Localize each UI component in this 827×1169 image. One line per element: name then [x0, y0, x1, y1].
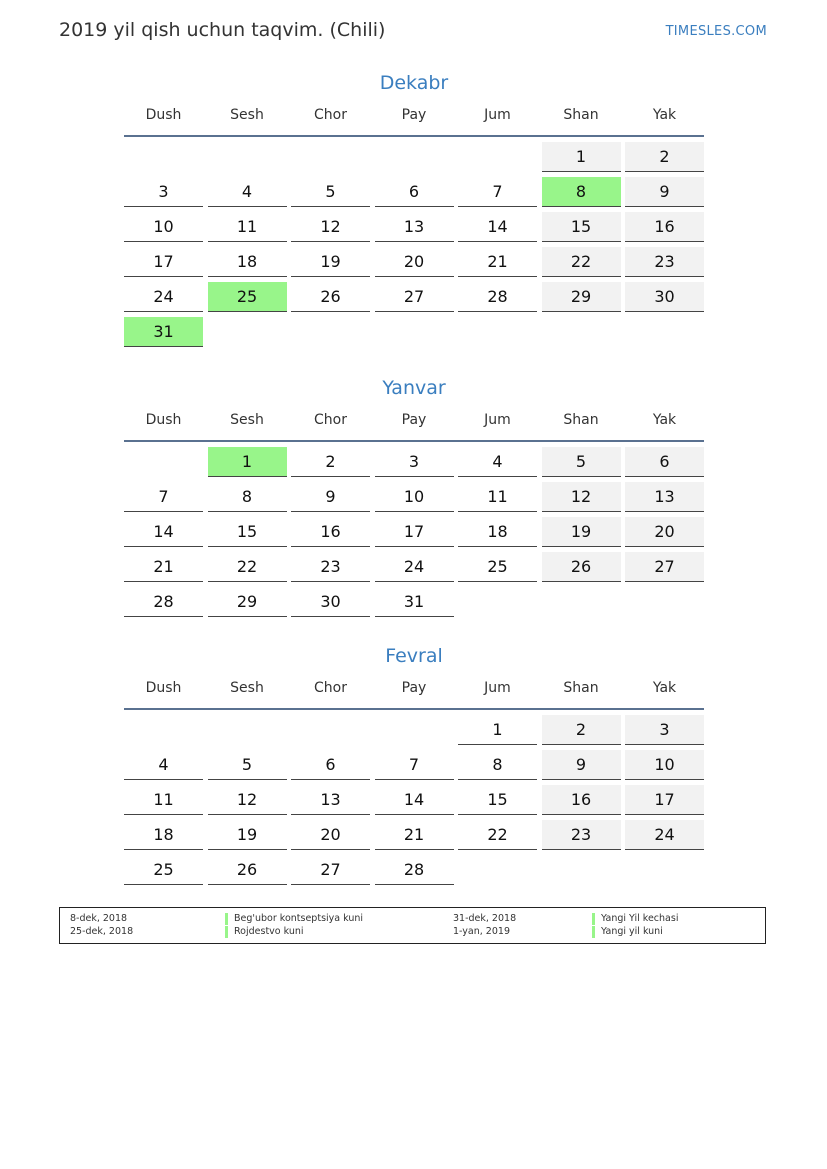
day-cell: 23: [542, 820, 621, 850]
weekday-header: [124, 410, 704, 442]
month-title: Yanvar: [382, 377, 446, 399]
day-cell: 17: [625, 785, 704, 815]
day-cell: 19: [208, 820, 287, 850]
day-cell: 24: [375, 552, 454, 582]
day-cell: 29: [542, 282, 621, 312]
month-title: Fevral: [385, 645, 443, 667]
day-cell: 25: [458, 552, 537, 582]
day-cell: 19: [291, 247, 370, 277]
day-cell: 15: [542, 212, 621, 242]
day-cell: 16: [542, 785, 621, 815]
site-link[interactable]: TIMESLES.COM: [665, 24, 767, 39]
legend-holiday-name: Rojdestvo kuni: [225, 926, 304, 938]
legend-holiday-name: Yangi yil kuni: [592, 926, 663, 938]
weekday-label: Pay: [401, 680, 427, 696]
weekday-label: Dush: [145, 412, 182, 428]
day-cell: 5: [208, 750, 287, 780]
day-cell: 5: [291, 177, 370, 207]
empty-cell: [208, 142, 287, 172]
empty-cell: [458, 142, 537, 172]
legend-date: 8-dek, 2018: [70, 913, 128, 924]
day-cell: 22: [458, 820, 537, 850]
empty-cell: [291, 142, 370, 172]
weekday-label: Jum: [484, 412, 511, 428]
day-cell: 14: [124, 517, 203, 547]
day-cell: 19: [542, 517, 621, 547]
weekday-label: Dush: [145, 107, 182, 123]
empty-cell: [208, 715, 287, 745]
day-cell: 5: [542, 447, 621, 477]
day-cell: 15: [458, 785, 537, 815]
day-cell: 8: [458, 750, 537, 780]
day-cell: 16: [291, 517, 370, 547]
weekday-label: Dush: [145, 680, 182, 696]
day-cell: 6: [625, 447, 704, 477]
day-cell: 9: [625, 177, 704, 207]
page-title: 2019 yil qish uchun taqvim. (Chili): [59, 19, 386, 41]
month-title: Dekabr: [379, 72, 449, 94]
day-cell: 30: [291, 587, 370, 617]
day-cell: 24: [625, 820, 704, 850]
day-cell: 23: [625, 247, 704, 277]
weekday-header: [124, 678, 704, 710]
weekday-label: Jum: [484, 680, 511, 696]
day-cell: 13: [375, 212, 454, 242]
day-cell: 13: [291, 785, 370, 815]
weekday-label: Sesh: [230, 107, 264, 123]
weekday-label: Chor: [314, 680, 347, 696]
weekday-label: Chor: [314, 412, 347, 428]
day-cell: 12: [208, 785, 287, 815]
day-cell: 4: [458, 447, 537, 477]
days-grid: [124, 142, 704, 347]
day-cell: 15: [208, 517, 287, 547]
day-cell: 18: [124, 820, 203, 850]
day-cell: 10: [124, 212, 203, 242]
day-cell: 11: [208, 212, 287, 242]
days-grid: [124, 447, 704, 617]
day-cell: 1: [458, 715, 537, 745]
day-cell: 10: [375, 482, 454, 512]
month-january: [124, 375, 704, 617]
legend-date: 31-dek, 2018: [453, 913, 517, 924]
day-cell-holiday: 8: [542, 177, 621, 207]
legend-date: 1-yan, 2019: [453, 926, 510, 937]
day-cell: 25: [124, 855, 203, 885]
day-cell: 1: [542, 142, 621, 172]
day-cell: 27: [375, 282, 454, 312]
weekday-label: Jum: [484, 107, 511, 123]
weekday-label: Sesh: [230, 680, 264, 696]
weekday-label: Pay: [401, 107, 427, 123]
day-cell: 7: [458, 177, 537, 207]
legend-holiday-name: Beg'ubor kontseptsiya kuni: [225, 913, 363, 925]
day-cell: 28: [124, 587, 203, 617]
day-cell: 17: [375, 517, 454, 547]
weekday-label: Pay: [401, 412, 427, 428]
day-cell: 21: [124, 552, 203, 582]
day-cell: 28: [375, 855, 454, 885]
day-cell: 10: [625, 750, 704, 780]
day-cell: 18: [458, 517, 537, 547]
days-grid: [124, 715, 704, 885]
day-cell: 3: [124, 177, 203, 207]
day-cell: 11: [124, 785, 203, 815]
day-cell: 7: [124, 482, 203, 512]
day-cell: 2: [291, 447, 370, 477]
empty-cell: [124, 715, 203, 745]
empty-cell: [124, 447, 203, 477]
day-cell: 16: [625, 212, 704, 242]
day-cell: 9: [291, 482, 370, 512]
day-cell: 20: [291, 820, 370, 850]
day-cell: 11: [458, 482, 537, 512]
day-cell: 20: [375, 247, 454, 277]
day-cell: 29: [208, 587, 287, 617]
empty-cell: [291, 715, 370, 745]
weekday-label: Shan: [563, 680, 599, 696]
day-cell: 27: [291, 855, 370, 885]
month-december: [124, 70, 704, 347]
day-cell: 28: [458, 282, 537, 312]
day-cell-holiday: 25: [208, 282, 287, 312]
empty-cell: [375, 142, 454, 172]
legend-holiday-name: Yangi Yil kechasi: [592, 913, 678, 925]
weekday-header: [124, 105, 704, 137]
day-cell: 8: [208, 482, 287, 512]
day-cell: 31: [375, 587, 454, 617]
day-cell: 3: [375, 447, 454, 477]
day-cell: 20: [625, 517, 704, 547]
day-cell: 26: [208, 855, 287, 885]
day-cell: 24: [124, 282, 203, 312]
weekday-label: Sesh: [230, 412, 264, 428]
weekday-label: Chor: [314, 107, 347, 123]
day-cell: 4: [124, 750, 203, 780]
day-cell: 12: [291, 212, 370, 242]
day-cell: 12: [542, 482, 621, 512]
weekday-label: Shan: [563, 412, 599, 428]
day-cell: 4: [208, 177, 287, 207]
month-february: [124, 643, 704, 885]
day-cell: 2: [542, 715, 621, 745]
day-cell-holiday: 31: [124, 317, 203, 347]
day-cell: 6: [291, 750, 370, 780]
day-cell: 26: [291, 282, 370, 312]
day-cell: 7: [375, 750, 454, 780]
holiday-legend: [59, 907, 766, 944]
day-cell: 22: [542, 247, 621, 277]
day-cell: 9: [542, 750, 621, 780]
weekday-label: Yak: [652, 107, 677, 123]
day-cell: 22: [208, 552, 287, 582]
day-cell: 21: [375, 820, 454, 850]
legend-date: 25-dek, 2018: [70, 926, 134, 937]
day-cell: 18: [208, 247, 287, 277]
weekday-label: Shan: [563, 107, 599, 123]
day-cell: 14: [458, 212, 537, 242]
day-cell: 17: [124, 247, 203, 277]
day-cell: 6: [375, 177, 454, 207]
day-cell: 27: [625, 552, 704, 582]
day-cell: 26: [542, 552, 621, 582]
day-cell: 30: [625, 282, 704, 312]
day-cell: 23: [291, 552, 370, 582]
empty-cell: [124, 142, 203, 172]
day-cell: 3: [625, 715, 704, 745]
day-cell: 21: [458, 247, 537, 277]
day-cell: 13: [625, 482, 704, 512]
weekday-label: Yak: [652, 680, 677, 696]
day-cell: 14: [375, 785, 454, 815]
empty-cell: [375, 715, 454, 745]
day-cell: 2: [625, 142, 704, 172]
day-cell-holiday: 1: [208, 447, 287, 477]
weekday-label: Yak: [652, 412, 677, 428]
